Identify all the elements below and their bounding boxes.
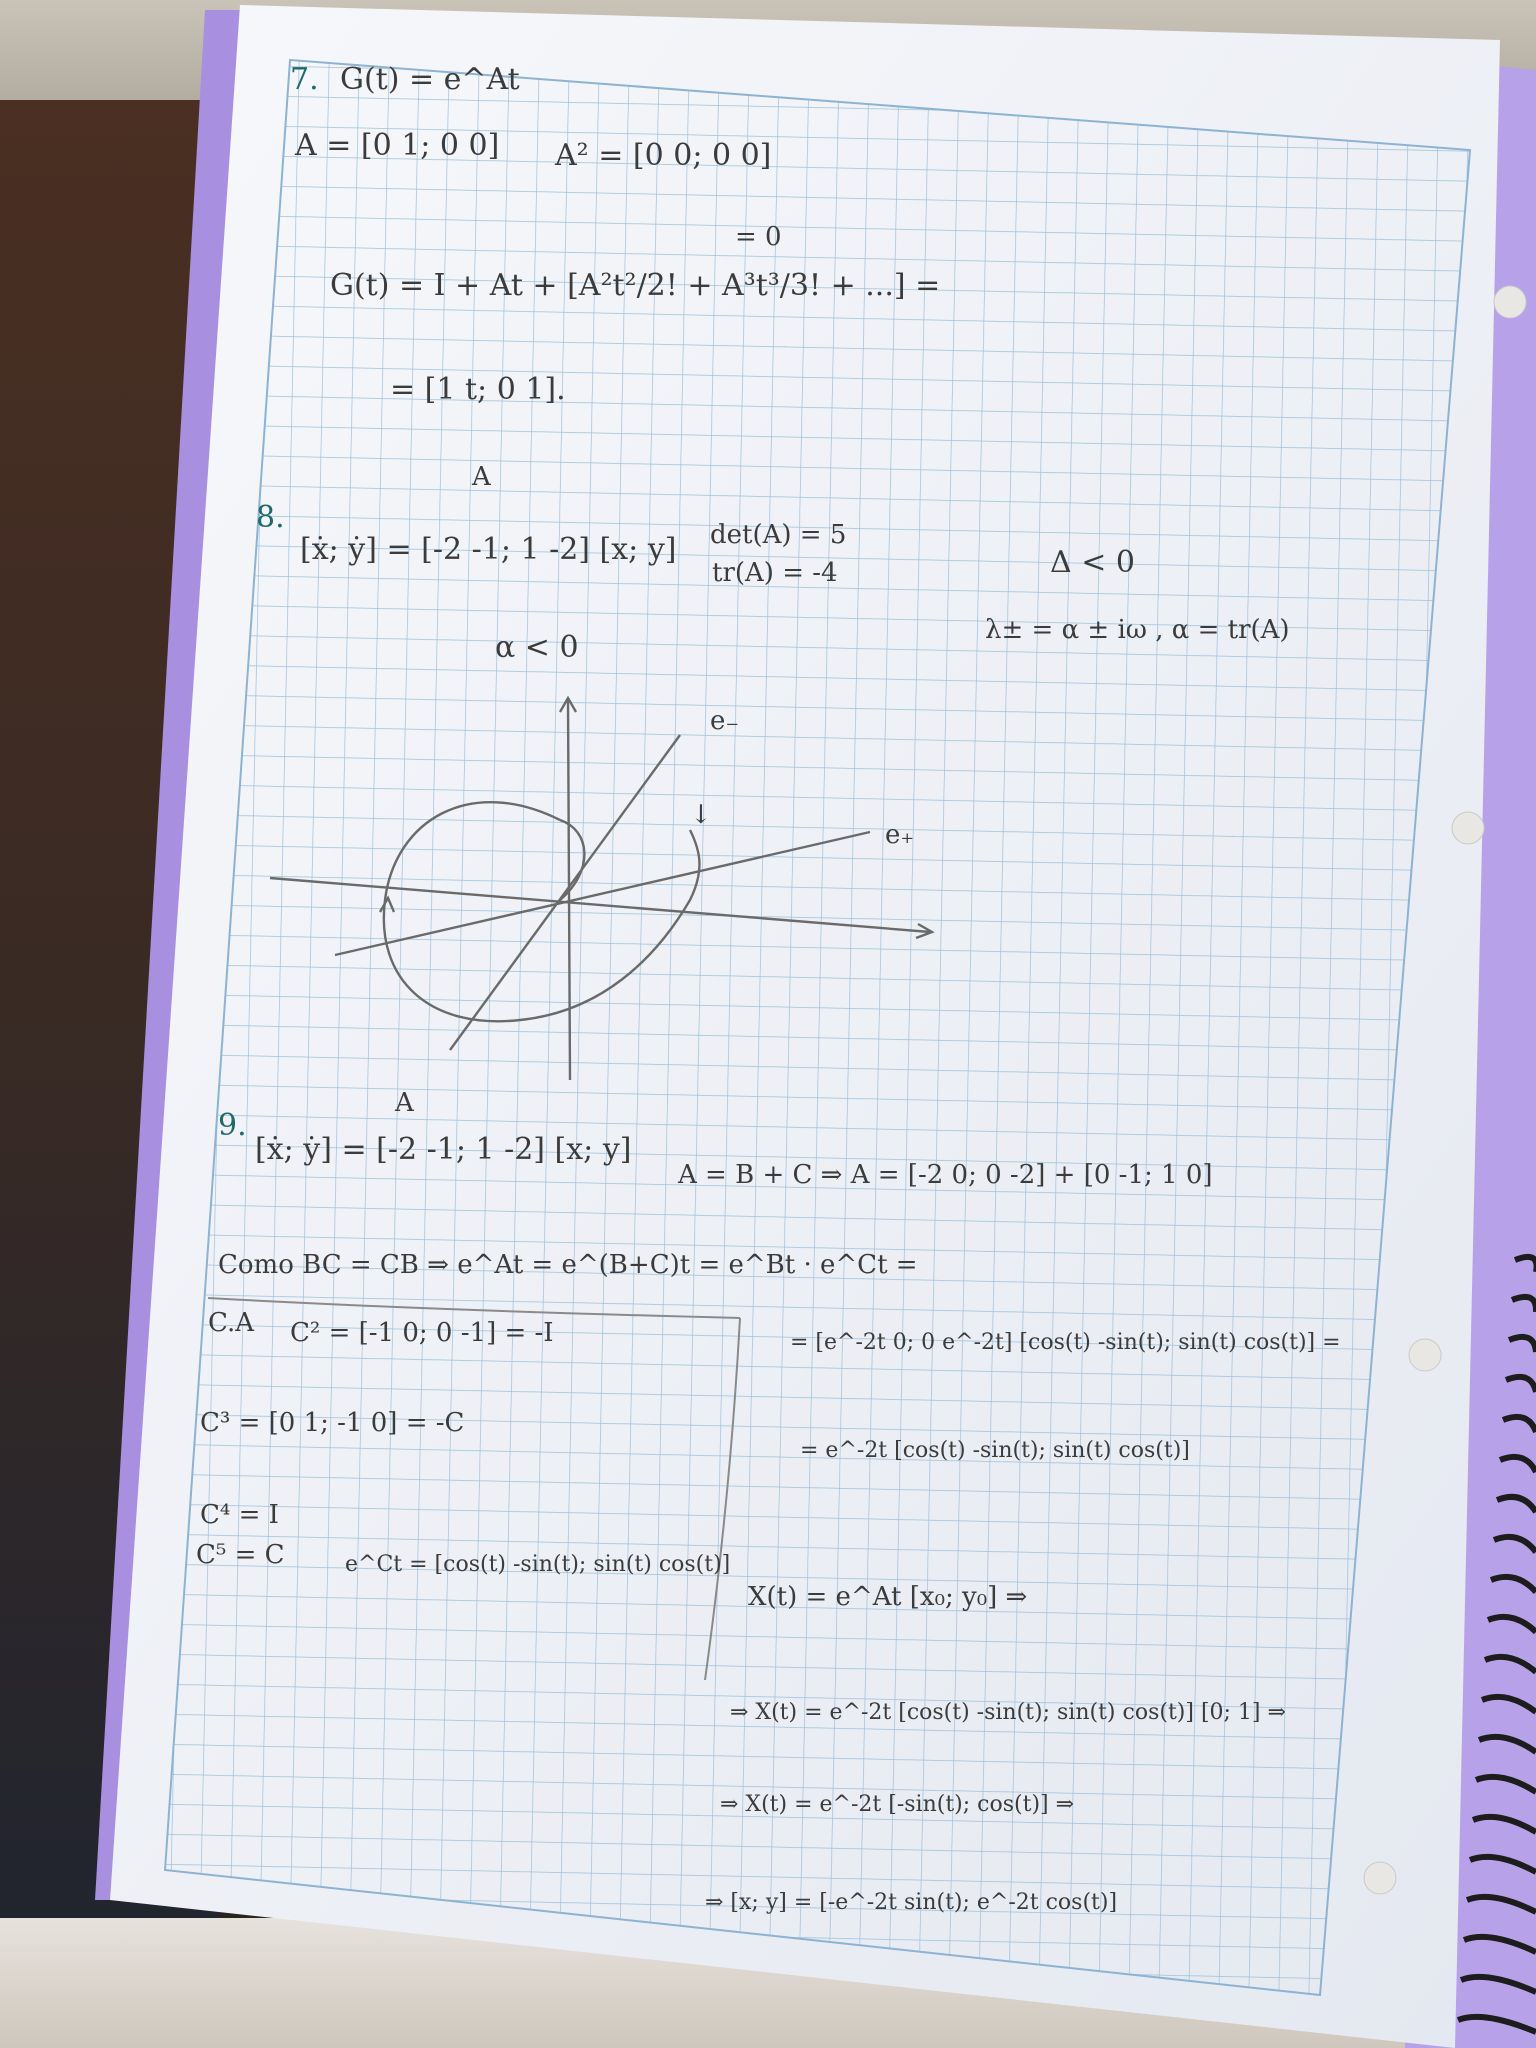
problem7-result: = [1 t; 0 1]. [390,372,566,407]
problem8-det: det(A) = 5 [710,520,847,550]
problem9-a-label: A [395,1088,414,1118]
problem9-final: ⇒ [x; y] = [-e^-2t sin(t); e^-2t cos(t)] [705,1890,1118,1915]
problem9-system: [ẋ; ẏ] = [-2 -1; 1 -2] [x; y] [255,1132,632,1167]
problem8-system: [ẋ; ẏ] = [-2 -1; 1 -2] [x; y] [300,532,677,567]
problem9-number: 9. [218,1108,247,1143]
problem9-c5: C⁵ = C [196,1540,285,1570]
problem9-step1: = [e^-2t 0; 0 e^-2t] [cos(t) -sin(t); sin(t) cos(t)] = [790,1330,1341,1355]
problem7-title: G(t) = e^At [340,62,520,97]
problem9-ca: C.A [208,1308,255,1338]
punch-hole [1364,1862,1396,1894]
problem7-series: G(t) = I + At + [A²t²/2! + A³t³/3! + ...] = [330,268,941,303]
problem9-x-sub: ⇒ X(t) = e^-2t [cos(t) -sin(t); sin(t) cos(t)] [0; 1] ⇒ [730,1700,1286,1725]
punch-hole [1452,812,1484,844]
punch-hole [1409,1339,1441,1371]
problem7-matrix-a: A = [0 1; 0 0] [295,128,500,163]
problem9-c2: C² = [-1 0; 0 -1] = -I [290,1318,554,1348]
problem8-number: 8. [256,500,285,535]
problem7-number: 7. [290,62,319,97]
problem8-delta: Δ < 0 [1050,545,1135,580]
problem9-x-eq: X(t) = e^At [x₀; y₀] ⇒ [748,1582,1028,1612]
punch-hole [1494,286,1526,318]
problem9-ect: e^Ct = [cos(t) -sin(t); sin(t) cos(t)] [345,1552,731,1577]
phase-label-e-minus: e₋ [710,706,740,736]
problem9-x-res: ⇒ X(t) = e^-2t [-sin(t); cos(t)] ⇒ [720,1792,1075,1817]
problem8-alpha: α < 0 [495,630,579,665]
problem9-decomposition: A = B + C ⇒ A = [-2 0; 0 -2] + [0 -1; 1 0] [678,1160,1213,1190]
problem9-c3: C³ = [0 1; -1 0] = -C [200,1408,465,1438]
problem7-matrix-a2: A² = [0 0; 0 0] [555,138,772,173]
problem8-eigen: λ± = α ± iω , α = tr(A) [985,615,1290,645]
problem9-step2: = e^-2t [cos(t) -sin(t); sin(t) cos(t)] [800,1438,1190,1463]
phase-arrow-note: ↓ [690,800,712,830]
problem9-c4: C⁴ = I [200,1500,279,1530]
phase-label-e-plus: e₊ [885,820,915,850]
problem9-como: Como BC = CB ⇒ e^At = e^(B+C)t = e^Bt · e^Ct = [218,1250,918,1280]
problem8-trace: tr(A) = -4 [712,558,838,588]
problem8-a-label: A [472,462,491,492]
problem7-zero-note: = 0 [735,222,782,252]
